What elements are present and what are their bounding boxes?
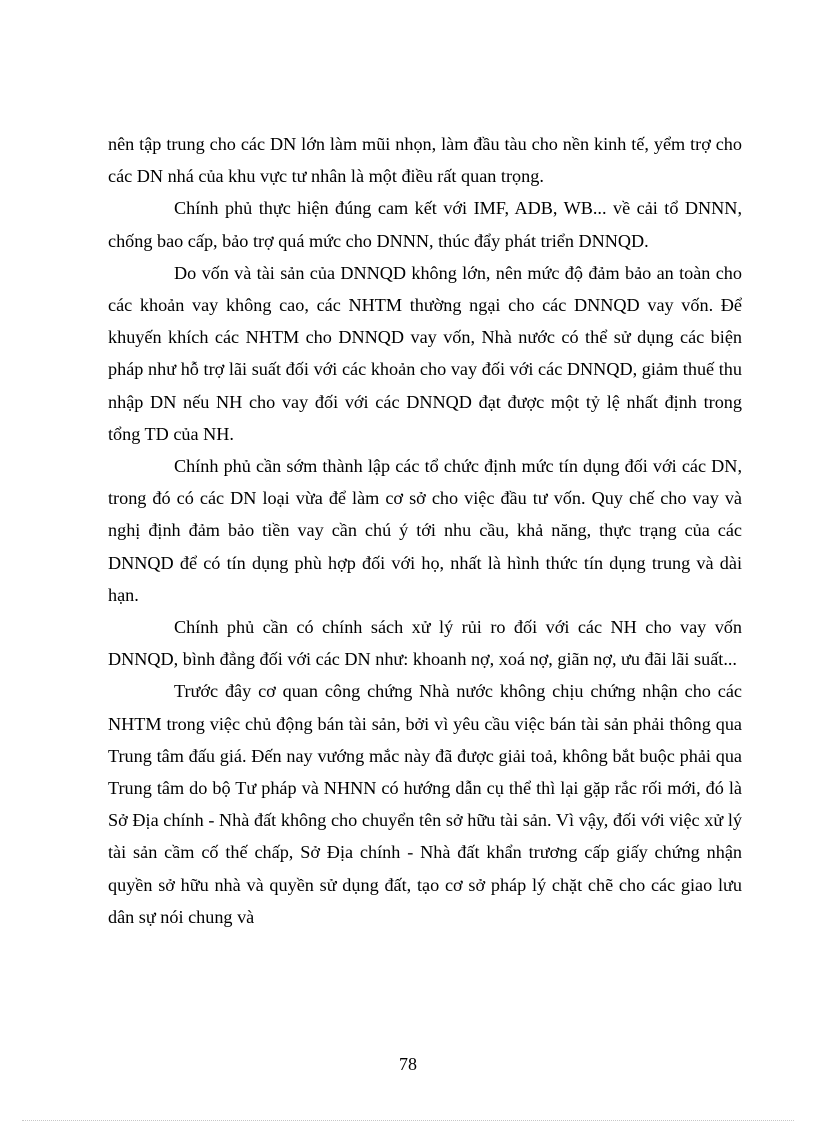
page-bottom-divider [22, 1120, 794, 1121]
page-number: 78 [399, 1054, 417, 1074]
page-body [108, 128, 742, 933]
paragraph-government-commitments: Chính phủ thực hiện đúng cam kết với IMF, ADB, WB... về cải tổ DNNN, chống bao cấp, bảo trợ quá mức cho DNNN, thúc đẩy phát triển DNNQD. [108, 198, 742, 251]
paragraph-credit-rating: Chính phủ cần sớm thành lập các tổ chức định mức tín dụng đối với các DN, trong đó có các DN loại vừa để làm cơ sở cho việc đầu tư vốn. Quy chế cho vay và nghị định đảm bảo tiền vay cần chú ý tới nhu cầu, khả năng, thực trạng của các DNNQD để có tín dụng phù hợp đối với họ, nhất là hình thức tín dụng trung và dài hạn. [108, 456, 742, 605]
paragraph-loan-incentives: Do vốn và tài sản của DNNQD không lớn, nên mức độ đảm bảo an toàn cho các khoản vay không cao, các NHTM thường ngại cho các DNNQD vay vốn. Để khuyến khích các NHTM cho DNNQD vay vốn, Nhà nước có thể sử dụng các biện pháp như hỗ trợ lãi suất đối với các khoản cho vay đối với các DNNQD, giảm thuế thu nhập DN nếu NH cho vay đối với các DNNQD đạt được một tỷ lệ nhất định trong tổng TD của NH. [108, 262, 742, 444]
paragraph-asset-handling: Trước đây cơ quan công chứng Nhà nước không chịu chứng nhận cho các NHTM trong việc chủ động bán tài sản, bởi vì yêu cầu việc bán tài sản phải thông qua Trung tâm đấu giá. Đến nay vướng mắc này đã được giải toả, không bắt buộc phải qua Trung tâm do bộ Tư pháp và NHNN có hướng dẫn cụ thể thì lại gặp rắc rối mới, đó là Sở Địa chính - Nhà đất không cho chuyển tên sở hữu tài sản. Vì vậy, đối với việc xử lý tài sản cầm cố thế chấp, Sở Địa chính - Nhà đất khẩn trương cấp giấy chứng nhận quyền sở hữu nhà và quyền sử dụng đất, tạo cơ sở pháp lý chặt chẽ cho các giao lưu dân sự nói chung và [108, 681, 742, 927]
paragraph-risk-policy: Chính phủ cần có chính sách xử lý rủi ro đối với các NH cho vay vốn DNNQD, bình đẳng đối với các DN như: khoanh nợ, xoá nợ, giãn nợ, ưu đãi lãi suất... [108, 617, 742, 670]
paragraph-continuation: nên tập trung cho các DN lớn làm mũi nhọn, làm đầu tàu cho nền kinh tế, yểm trợ cho các DN nhá của khu vực tư nhân là một điều rất quan trọng. [108, 134, 742, 187]
